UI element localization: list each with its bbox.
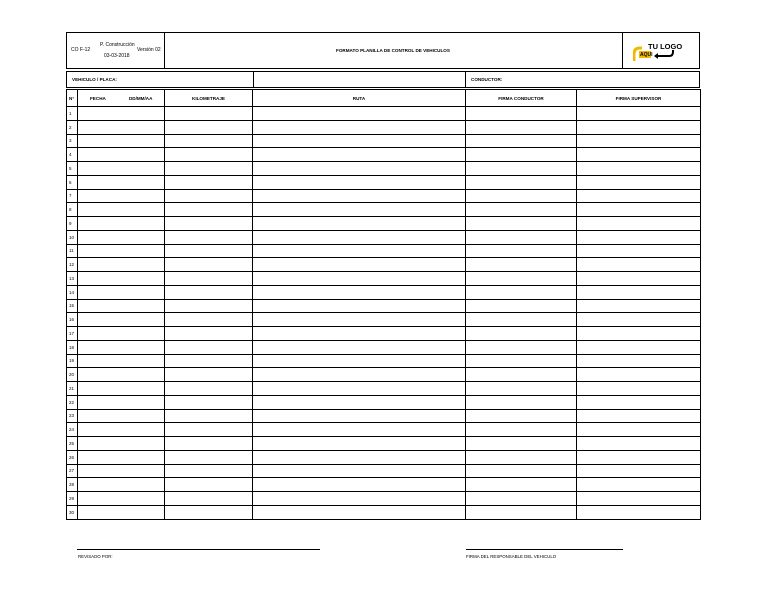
driver-signature-cell[interactable] (466, 409, 577, 423)
route-cell[interactable] (253, 162, 466, 176)
mileage-cell[interactable] (165, 230, 253, 244)
row-number: 17 (67, 327, 78, 341)
table-row (67, 313, 701, 327)
driver-signature-cell[interactable] (466, 354, 577, 368)
column-header-date-format: DD/MM/AA (128, 95, 153, 101)
date-cell[interactable] (78, 175, 165, 189)
row-number: 15 (67, 299, 78, 313)
driver-signature-cell[interactable] (466, 505, 577, 519)
driver-signature-cell[interactable] (466, 478, 577, 492)
route-cell[interactable] (253, 285, 466, 299)
row-number: 26 (67, 450, 78, 464)
route-cell[interactable] (253, 423, 466, 437)
supervisor-signature-cell[interactable] (577, 148, 701, 162)
mileage-cell[interactable] (165, 313, 253, 327)
date-cell[interactable] (78, 492, 165, 506)
table-row (67, 409, 701, 423)
supervisor-signature-cell[interactable] (577, 478, 701, 492)
date-cell[interactable] (78, 203, 165, 217)
table-row (67, 464, 701, 478)
table-row (67, 492, 701, 506)
route-cell[interactable] (253, 203, 466, 217)
route-cell[interactable] (253, 244, 466, 258)
route-cell[interactable] (253, 492, 466, 506)
driver-signature-cell[interactable] (466, 258, 577, 272)
route-cell[interactable] (253, 450, 466, 464)
mileage-cell[interactable] (165, 258, 253, 272)
supervisor-signature-cell[interactable] (577, 409, 701, 423)
row-number: 2 (67, 120, 78, 134)
row-number: 18 (67, 340, 78, 354)
mileage-cell[interactable] (165, 162, 253, 176)
route-cell[interactable] (253, 272, 466, 286)
vehicle-label: VEHICULO / PLACA: (72, 77, 117, 82)
mileage-cell[interactable] (165, 505, 253, 519)
row-number: 28 (67, 478, 78, 492)
column-header-date-label: FECHA (90, 95, 106, 101)
form-code: CO F-12 (71, 47, 91, 53)
driver-signature-cell[interactable] (466, 189, 577, 203)
column-header-mileage: KILOMETRAJE (165, 90, 253, 107)
date-cell[interactable] (78, 189, 165, 203)
route-cell[interactable] (253, 134, 466, 148)
column-header-supervisor-signature: FIRMA SUPERVISOR (577, 90, 701, 107)
date-cell[interactable] (78, 258, 165, 272)
table-row (67, 505, 701, 519)
logo-subtext: AQUI (640, 52, 653, 58)
vehicle-info-row (66, 71, 700, 88)
row-number: 10 (67, 230, 78, 244)
route-cell[interactable] (253, 230, 466, 244)
date-cell[interactable] (78, 423, 165, 437)
supervisor-signature-cell[interactable] (577, 368, 701, 382)
row-number: 7 (67, 189, 78, 203)
row-number: 11 (67, 244, 78, 258)
driver-signature-cell[interactable] (466, 244, 577, 258)
date-cell[interactable] (78, 285, 165, 299)
row-number: 21 (67, 382, 78, 396)
table-row (67, 189, 701, 203)
supervisor-signature-cell[interactable] (577, 423, 701, 437)
route-cell[interactable] (253, 175, 466, 189)
route-cell[interactable] (253, 327, 466, 341)
mileage-cell[interactable] (165, 175, 253, 189)
driver-signature-cell[interactable] (466, 450, 577, 464)
driver-signature-cell[interactable] (466, 299, 577, 313)
row-number: 5 (67, 162, 78, 176)
date-cell[interactable] (78, 464, 165, 478)
supervisor-signature-cell[interactable] (577, 230, 701, 244)
driver-signature-cell[interactable] (466, 230, 577, 244)
supervisor-signature-cell[interactable] (577, 395, 701, 409)
responsible-label: FIRMA DEL RESPONSABLE DEL VEHICULO (466, 554, 557, 559)
column-header-date (78, 90, 165, 107)
supervisor-signature-cell[interactable] (577, 189, 701, 203)
mileage-cell[interactable] (165, 395, 253, 409)
mileage-cell[interactable] (165, 148, 253, 162)
driver-signature-cell[interactable] (466, 437, 577, 451)
driver-signature-cell[interactable] (466, 107, 577, 121)
route-cell[interactable] (253, 258, 466, 272)
date-cell[interactable] (78, 340, 165, 354)
date-cell[interactable] (78, 134, 165, 148)
mileage-cell[interactable] (165, 450, 253, 464)
table-row (67, 340, 701, 354)
responsible-signature-line[interactable] (466, 549, 623, 550)
route-cell[interactable] (253, 464, 466, 478)
mileage-cell[interactable] (165, 478, 253, 492)
table-row (67, 134, 701, 148)
date-cell[interactable] (78, 505, 165, 519)
date-cell[interactable] (78, 450, 165, 464)
date-cell[interactable] (78, 230, 165, 244)
mileage-cell[interactable] (165, 299, 253, 313)
route-cell[interactable] (253, 382, 466, 396)
table-row (67, 175, 701, 189)
row-number: 3 (67, 134, 78, 148)
route-cell[interactable] (253, 478, 466, 492)
driver-signature-cell[interactable] (466, 313, 577, 327)
department-label: P. Construcción (100, 42, 135, 48)
row-number: 9 (67, 217, 78, 231)
row-number: 27 (67, 464, 78, 478)
date-cell[interactable] (78, 382, 165, 396)
supervisor-signature-cell[interactable] (577, 107, 701, 121)
mileage-cell[interactable] (165, 354, 253, 368)
driver-signature-cell[interactable] (466, 120, 577, 134)
row-number: 14 (67, 285, 78, 299)
row-number: 12 (67, 258, 78, 272)
route-cell[interactable] (253, 340, 466, 354)
route-cell[interactable] (253, 395, 466, 409)
driver-signature-cell[interactable] (466, 285, 577, 299)
supervisor-signature-cell[interactable] (577, 217, 701, 231)
route-cell[interactable] (253, 505, 466, 519)
version-label: Versión 02 (137, 47, 161, 53)
row-number: 23 (67, 409, 78, 423)
route-cell[interactable] (253, 217, 466, 231)
supervisor-signature-cell[interactable] (577, 134, 701, 148)
driver-signature-cell[interactable] (466, 340, 577, 354)
driver-signature-cell[interactable] (466, 272, 577, 286)
date-cell[interactable] (78, 409, 165, 423)
table-row (67, 244, 701, 258)
mileage-cell[interactable] (165, 437, 253, 451)
mileage-cell[interactable] (165, 134, 253, 148)
vehicle-log-table (66, 89, 701, 520)
column-header-route: RUTA (253, 90, 466, 107)
form-date: 03-03-2018 (104, 53, 130, 59)
table-header-row (67, 90, 701, 107)
table-row (67, 437, 701, 451)
date-cell[interactable] (78, 395, 165, 409)
supervisor-signature-cell[interactable] (577, 120, 701, 134)
supervisor-signature-cell[interactable] (577, 244, 701, 258)
mileage-cell[interactable] (165, 382, 253, 396)
table-row (67, 217, 701, 231)
route-cell[interactable] (253, 409, 466, 423)
table-row (67, 382, 701, 396)
driver-signature-cell[interactable] (466, 423, 577, 437)
table-row (67, 285, 701, 299)
row-number: 16 (67, 313, 78, 327)
driver-signature-cell[interactable] (466, 395, 577, 409)
row-number: 22 (67, 395, 78, 409)
mileage-cell[interactable] (165, 409, 253, 423)
reviewed-signature-line[interactable] (77, 549, 320, 550)
mileage-cell[interactable] (165, 244, 253, 258)
supervisor-signature-cell[interactable] (577, 272, 701, 286)
supervisor-signature-cell[interactable] (577, 450, 701, 464)
route-cell[interactable] (253, 313, 466, 327)
driver-signature-cell[interactable] (466, 382, 577, 396)
driver-signature-cell[interactable] (466, 148, 577, 162)
driver-signature-cell[interactable] (466, 134, 577, 148)
mileage-cell[interactable] (165, 189, 253, 203)
date-cell[interactable] (78, 368, 165, 382)
table-row (67, 230, 701, 244)
route-cell[interactable] (253, 354, 466, 368)
mileage-cell[interactable] (165, 368, 253, 382)
table-row (67, 354, 701, 368)
date-cell[interactable] (78, 437, 165, 451)
driver-signature-cell[interactable] (466, 162, 577, 176)
supervisor-signature-cell[interactable] (577, 437, 701, 451)
table-row (67, 107, 701, 121)
date-cell[interactable] (78, 327, 165, 341)
supervisor-signature-cell[interactable] (577, 203, 701, 217)
date-cell[interactable] (78, 217, 165, 231)
supervisor-signature-cell[interactable] (577, 285, 701, 299)
driver-cell (466, 72, 699, 87)
supervisor-signature-cell[interactable] (577, 327, 701, 341)
mileage-cell[interactable] (165, 423, 253, 437)
supervisor-signature-cell[interactable] (577, 175, 701, 189)
supervisor-signature-cell[interactable] (577, 299, 701, 313)
driver-signature-cell[interactable] (466, 327, 577, 341)
date-cell[interactable] (78, 272, 165, 286)
driver-signature-cell[interactable] (466, 203, 577, 217)
supervisor-signature-cell[interactable] (577, 382, 701, 396)
mileage-cell[interactable] (165, 107, 253, 121)
driver-signature-cell[interactable] (466, 368, 577, 382)
mileage-cell[interactable] (165, 327, 253, 341)
row-number: 19 (67, 354, 78, 368)
route-cell[interactable] (253, 437, 466, 451)
mileage-cell[interactable] (165, 272, 253, 286)
logo-text: TU LOGO (648, 42, 683, 51)
row-number: 30 (67, 505, 78, 519)
row-number: 6 (67, 175, 78, 189)
route-cell[interactable] (253, 368, 466, 382)
mileage-cell[interactable] (165, 340, 253, 354)
mileage-cell[interactable] (165, 217, 253, 231)
date-cell[interactable] (78, 313, 165, 327)
table-row (67, 299, 701, 313)
row-number: 4 (67, 148, 78, 162)
supervisor-signature-cell[interactable] (577, 258, 701, 272)
mileage-cell[interactable] (165, 120, 253, 134)
supervisor-signature-cell[interactable] (577, 505, 701, 519)
document-title: FORMATO PLANILLA DE CONTROL DE VEHICULOS (336, 48, 450, 53)
company-logo (633, 42, 683, 62)
row-number: 29 (67, 492, 78, 506)
vehicle-cell (67, 72, 254, 87)
vehicle-value-field[interactable] (254, 72, 466, 87)
table-row (67, 368, 701, 382)
supervisor-signature-cell[interactable] (577, 340, 701, 354)
driver-signature-cell[interactable] (466, 175, 577, 189)
date-cell[interactable] (78, 107, 165, 121)
table-row (67, 272, 701, 286)
header-divider (622, 33, 623, 68)
route-cell[interactable] (253, 120, 466, 134)
mileage-cell[interactable] (165, 464, 253, 478)
row-number: 8 (67, 203, 78, 217)
table-row (67, 327, 701, 341)
driver-signature-cell[interactable] (466, 492, 577, 506)
date-cell[interactable] (78, 162, 165, 176)
supervisor-signature-cell[interactable] (577, 354, 701, 368)
row-number: 25 (67, 437, 78, 451)
supervisor-signature-cell[interactable] (577, 162, 701, 176)
row-number: 20 (67, 368, 78, 382)
driver-signature-cell[interactable] (466, 464, 577, 478)
reviewed-label: REVISADO POR: (78, 554, 113, 559)
date-cell[interactable] (78, 354, 165, 368)
table-row (67, 478, 701, 492)
mileage-cell[interactable] (165, 492, 253, 506)
route-cell[interactable] (253, 299, 466, 313)
table-row (67, 258, 701, 272)
driver-label: CONDUCTOR: (471, 77, 503, 82)
document-header (66, 32, 700, 69)
table-row (67, 203, 701, 217)
column-header-driver-signature: FIRMA CONDUCTOR (466, 90, 577, 107)
table-row (67, 423, 701, 437)
supervisor-signature-cell[interactable] (577, 492, 701, 506)
table-row (67, 395, 701, 409)
supervisor-signature-cell[interactable] (577, 464, 701, 478)
driver-signature-cell[interactable] (466, 217, 577, 231)
row-number: 24 (67, 423, 78, 437)
date-cell[interactable] (78, 478, 165, 492)
table-row (67, 148, 701, 162)
route-cell[interactable] (253, 148, 466, 162)
route-cell[interactable] (253, 107, 466, 121)
date-cell[interactable] (78, 120, 165, 134)
mileage-cell[interactable] (165, 203, 253, 217)
table-row (67, 162, 701, 176)
supervisor-signature-cell[interactable] (577, 313, 701, 327)
control-table (66, 89, 700, 521)
table-row (67, 120, 701, 134)
date-cell[interactable] (78, 299, 165, 313)
date-cell[interactable] (78, 148, 165, 162)
mileage-cell[interactable] (165, 285, 253, 299)
route-cell[interactable] (253, 189, 466, 203)
table-row (67, 450, 701, 464)
row-number: 13 (67, 272, 78, 286)
date-cell[interactable] (78, 244, 165, 258)
row-number: 1 (67, 107, 78, 121)
column-header-number: N° (67, 90, 78, 107)
